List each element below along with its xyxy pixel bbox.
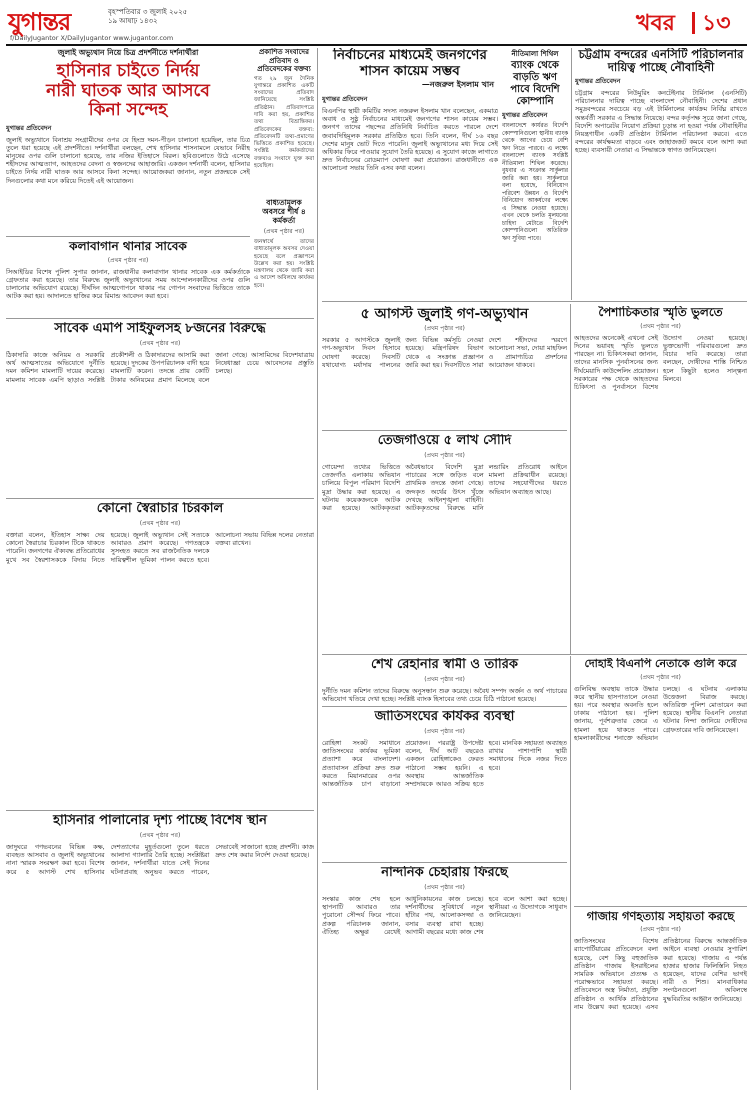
headline-line-2: নারী ঘাতক আর আসবে <box>46 80 210 101</box>
divider <box>6 318 314 319</box>
saiful-body: ঠিকাদারি কাজে অনিয়ম ও সরকারি অর্থ আত্মসাতের অভিযোগে দুর্নীতি দমন কমিশন মামলাটি দায়ের করেছে। মামলায় সাবেক এমপি ছাড়াও সংশ্লিষ্ট প্রকৌশলী ও ঠিকাদারদের আসামি করা হয়েছে। দুদকের উপপরিচালক বাদী হয়ে মামলাটি করেন। তদন্তে প্রায় কোটি টাকার অনিয়মের প্রমাণ মিলেছে বলে জানা গেছে। আসামিদের বিদেশযাত্রায় নিষেধাজ্ঞা চেয়ে আবেদনের প্রস্তুতি চলছে। <box>6 350 314 384</box>
memory-headline: পৈশাচিকতার স্মৃতি ভুলতে <box>598 306 723 319</box>
article-kicker: জুলাই অভ্যুথান নিয়ে চিত্র প্রদর্শনীতে দর্শনার্থীরা <box>57 48 199 57</box>
divider <box>322 706 567 707</box>
article-august-5[interactable] <box>322 306 567 428</box>
autocracy-headline: কোনো স্বৈরাচার চিরকাল <box>96 502 224 516</box>
august-5-body: সরকার ৫ আগস্টকে জুলাই গণ-অভ্যুথান দিবস হিসাবে ঘোষণা করেছে। দিবসটি যথাযোগ্য মর্যাদায় পালনের জন্য বিভিন্ন কর্মসূচি নেওয়া হয়েছে। মন্ত্রিপরিষদ বিভাগ থেকে এ সংক্রান্ত প্রজ্ঞাপন জারি করা হয়। দিবসটিতে সারা দেশে শহীদদের স্মরণে আলোচনা সভা, দোয়া মাহফিল ও প্রামাণ্যচিত্র প্রদর্শনের আয়োজন থাকবে। <box>322 336 567 369</box>
bank-kicker: নীতিমালা শিথিল <box>511 49 559 58</box>
bank-body: বাংলাদেশে কার্যরত বিদেশি কোম্পানিগুলো স্থানীয় ব্যাংক থেকে আগের চেয়ে বেশি ঋণ নিতে পারবে। এ লক্ষ্যে বাংলাদেশ ব্যাংক সংশ্লিষ্ট নীতিমালা শিথিল করেছে। বুধবার এ সংক্রান্ত সার্কুলার জারি করা হয়। সার্কুলারে বলা হয়েছে, বিনিয়োগ পরিবেশ উন্নয়ন ও বিদেশি বিনিয়োগ আকর্ষণের লক্ষ্যে এ সিদ্ধান্ত নেওয়া হয়েছে। এখন থেকে চলতি মূলধনের চাহিদা মেটাতে বিদেশি কোম্পানিগুলো অতিরিক্ত ঋণ সুবিধা পাবে। <box>502 123 568 242</box>
kalabagan-body: সিআইডির বিশেষ পুলিশ সুপার জানান, রাজধানীর কলাবাগান থানার সাবেক এক কর্মকর্তাকে গ্রেফতার করা হয়েছে। তার বিরুদ্ধে জুলাই অভ্যুথানের সময় আন্দোলনকারীদের ওপর গুলি চালানোর অভিযোগ রয়েছে। দীর্ঘদিন আত্মগোপনে থাকার পর গোপন সংবাদের ভিত্তিতে তাকে আটক করা হয়। আদালতে হাজির করে রিমান্ড আবেদন করা হবে। <box>6 267 250 301</box>
bnp-body: গুলিবিদ্ধ অবস্থায় তাকে উদ্ধার করে স্থানীয় হাসপাতালে নেওয়া হয়। পরে অবস্থার অবনতি হলে ঢাকায় পাঠানো হয়। পুলিশ জানায়, পূর্বশত্রুতার জেরে এ হামলা হয়ে থাকতে পারে। হামলাকারীদের শনাক্তে অভিযান চলছে। এ ঘটনায় এলাকায় উত্তেজনা বিরাজ করছে। অতিরিক্ত পুলিশ মোতায়েন করা হয়েছে। স্থানীয় বিএনপি নেতারা ঘটনার নিন্দা জানিয়ে দোষীদের গ্রেফতারের দাবি জানিয়েছেন। <box>574 684 747 742</box>
edition-date-gregorian: বৃহস্পতিবার ৩ জুলাই ২০২৫ <box>108 8 188 16</box>
continued-label: (প্রথম পৃষ্ঠার পর) <box>139 339 181 347</box>
continued-label: (প্রথম পৃষ্ঠার পর) <box>424 451 465 459</box>
chattogram-body: চট্টগ্রাম বন্দরের নিউমুরিং কনটেইনার টার্মিনাল (এনসিটি) পরিচালনার দায়িত্ব পাচ্ছে বাংলাদেশ নৌবাহিনী। দেশের প্রধান সমুদ্রবন্দরের সবচেয়ে বড় এই টার্মিনালের কার্যক্রম নির্বিঘ্ন রাখতে অন্তর্বর্তী সরকার এ সিদ্ধান্ত নিয়েছে। বন্দর কর্তৃপক্ষ সূত্রে জানা গেছে, বিদেশি অপারেটর নিয়োগ প্রক্রিয়া চূড়ান্ত না হওয়া পর্যন্ত নৌবাহিনীর নিয়ন্ত্রণাধীন একটি প্রতিষ্ঠান টার্মিনাল পরিচালনা করবে। এতে বন্দরের কার্যক্ষমতা বাড়বে এবং জাহাজজট কমবে বলে আশা করা হচ্ছে। ব্যবসায়ী নেতারা এ সিদ্ধান্তকে স্বাগত জানিয়েছেন। <box>575 89 747 155</box>
section-name: খবর <box>636 10 675 36</box>
continued-label: (প্রথম পৃষ্ঠার পর) <box>424 883 465 891</box>
edition-date-bangla: ১৯ আষাঢ় ১৪৩২ <box>108 17 158 25</box>
article-memory[interactable] <box>574 306 747 650</box>
masthead-rule <box>6 44 747 46</box>
column-rule <box>317 48 318 1090</box>
article-hasina[interactable] <box>6 48 250 233</box>
bank-headline: ব্যাংক থেকে বাড়তি ঋণ পাবে বিদেশি কোম্পানি <box>510 60 560 107</box>
note-body: গত ২৯ জুন দৈনিক যুগান্তরে প্রকাশিত একটি সংবাদের প্রতিবাদ জানিয়েছে সংশ্লিষ্ট প্রতিষ্ঠান। প্রতিবাদপত্রে দাবি করা হয়, প্রকাশিত তথ্য বিভ্রান্তিকর। প্রতিবেদকের বক্তব্য: প্রতিবেদনটি তথ্য-প্রমাণের ভিত্তিতে প্রকাশিত হয়েছে। সংশ্লিষ্ট কর্মকর্তাদের বক্তব্যও সংবাদে যুক্ত করা হয়েছিল। <box>254 75 314 170</box>
escape-headline: হাসিনার পালানোর দৃশ্য পাচ্ছে বিশেষ স্থান <box>53 814 267 828</box>
tejgaon-body: গোয়েন্দা তথ্যের ভিত্তিতে তেজগাঁও এলাকায় অভিযান চালিয়ে বিপুল পরিমাণ বিদেশি মুদ্রা উদ্ধার করা হয়েছে। এ ঘটনায় কয়েকজনকে আটক করা হয়েছে। আটককৃতরা অবৈধভাবে বিদেশি মুদ্রা পাচারের সঙ্গে জড়িত বলে প্রাথমিক তদন্তে জানা গেছে। জব্দকৃত অর্থের উৎস খুঁজে দেখছে আইনশৃঙ্খলা বাহিনী। আটককৃতদের বিরুদ্ধে মানি লন্ডারিং প্রতিরোধ আইনে মামলা প্রক্রিয়াধীন রয়েছে। তাদের সহযোগীদের ধরতে অভিযান অব্যাহত আছে। <box>322 462 567 512</box>
social-links[interactable]: f/DailyJugantor X/DailyJugantor www.jugantor.com <box>10 34 174 42</box>
election-headline-1: নির্বাচনের মাধ্যমেই জনগণের <box>333 48 487 63</box>
divider <box>6 236 250 237</box>
continued-label: (প্রথম পৃষ্ঠার পর) <box>139 831 181 839</box>
byline: যুগান্তর প্রতিবেদন <box>322 95 368 104</box>
continued-label: (প্রথম পৃষ্ঠার পর) <box>424 675 465 683</box>
continued-label: (প্রথম পৃষ্ঠার পর) <box>640 673 681 681</box>
article-chattogram[interactable] <box>575 48 747 298</box>
gaza-headline: গাজায় গণহত্যায় সহায়তা করছে <box>586 910 735 923</box>
election-body: বিএনপির স্থায়ী কমিটির সদস্য নজরুল ইসলাম খান বলেছেন, একমাত্র অবাধ ও সুষ্ঠু নির্বাচনের মাধ্যমেই জনগণের শাসন কায়েম সম্ভব। জনগণ তাদের পছন্দের প্রতিনিধি নির্বাচিত করতে পারলে দেশে জবাবদিহিমূলক সরকার প্রতিষ্ঠিত হবে। তিনি বলেন, দীর্ঘ ১৬ বছর দেশের মানুষ ভোট দিতে পারেনি। জুলাই অভ্যুথানের মধ্য দিয়ে সেই অধিকার ফিরে পাওয়ার সুযোগ তৈরি হয়েছে। এ সুযোগ কাজে লাগাতে দ্রুত নির্বাচনের রোডম্যাপ ঘোষণা করা প্রয়োজন। রাজধানীতে এক আলোচনা সভায় তিনি এসব কথা বলেন। <box>322 107 498 173</box>
continued-label: (প্রথম পৃষ্ঠার পর) <box>424 325 465 333</box>
article-kalabagan[interactable] <box>6 240 250 316</box>
retirement-headline: বাধ্যতামূলক অবসরে শীর্ষ ৪ কর্মকর্তা <box>262 198 306 225</box>
article-bank-loan[interactable] <box>502 48 568 298</box>
quote-author: —নজরুল ইসলাম খান <box>421 79 494 90</box>
article-gaza[interactable] <box>574 910 747 1090</box>
article-escape-scene[interactable] <box>6 814 314 1090</box>
column-rule <box>570 656 571 1090</box>
article-forced-retirement[interactable] <box>254 198 314 296</box>
election-headline-2: শাসন কায়েম সম্ভব <box>360 62 460 79</box>
divider <box>322 430 567 431</box>
aesthetic-body: সংস্কার কাজ শেষ হলে স্থাপনাটি আবারও তার পুরোনো সৌন্দর্য ফিরে পাবে। প্রকল্প পরিচালক জানান, ঐতিহ্য অক্ষুণ্ণ রেখেই আধুনিকায়নের কাজ চলছে। দর্শনার্থীদের সুবিধার্থে নতুন হাঁটার পথ, আলোকসজ্জা ও বসার ব্যবস্থা রাখা হচ্ছে। আগামী বছরের মধ্যে কাজ শেষ হবে বলে আশা করা হচ্ছে। স্থানীয়রা এ উদ্যোগকে সাধুবাদ জানিয়েছেন। <box>322 894 567 936</box>
un-headline: জাতিসংঘের কার্যকর ব্যবস্থা <box>374 710 515 724</box>
continued-label: (প্রথম পৃষ্ঠার পর) <box>640 322 681 330</box>
autocracy-body: বক্তারা বলেন, ইতিহাস সাক্ষ্য দেয় কোনো স্বৈরাচার চিরকাল টিকে থাকতে পারেনি। জনগণের ঐক্যবদ্ধ প্রতিরোধের মুখে সব স্বৈরশাসককে বিদায় নিতে হয়েছে। জুলাই অভ্যুথান সেই সত্যকে আবারও প্রমাণ করেছে। গণতন্ত্রকে সুসংহত করতে সব রাজনৈতিক দলকে দায়িত্বশীল ভূমিকা পালন করতে হবে। আলোচনা সভায় বিভিন্ন দলের নেতারা বক্তব্য রাখেন। <box>6 530 314 564</box>
continued-label: (প্রথম পৃষ্ঠার পর) <box>640 926 681 934</box>
article-protest-note[interactable] <box>254 48 314 196</box>
newspaper-page <box>6 4 747 1090</box>
gaza-body: জাতিসংঘের বিশেষ র‍্যাপোর্টিয়ারের প্রতিবেদনে বলা হয়েছে, বেশ কিছু বহুজাতিক প্রতিষ্ঠান গাজায় ইসরাইলের সামরিক অভিযানে প্রত্যক্ষ ও পরোক্ষভাবে সহায়তা করছে। প্রতিবেদনে অস্ত্র নির্মাতা, প্রযুক্তি প্রতিষ্ঠান ও আর্থিক প্রতিষ্ঠানের নাম উল্লেখ করা হয়েছে। এসব প্রতিষ্ঠানের বিরুদ্ধে আন্তর্জাতিক আইনে ব্যবস্থা নেওয়ার সুপারিশ করা হয়েছে। গাজায় এ পর্যন্ত হাজার হাজার ফিলিস্তিনি নিহত হয়েছেন, যাদের বেশির ভাগই নারী ও শিশু। মানবাধিকার সংগঠনগুলো অবিলম্বে যুদ্ধবিরতির আহ্বান জানিয়েছে। <box>574 937 747 1011</box>
article-aesthetic[interactable] <box>322 866 567 1090</box>
masthead-divider <box>692 12 695 34</box>
article-un[interactable] <box>322 710 567 860</box>
continued-label: (প্রথম পৃষ্ঠার পর) <box>424 727 465 735</box>
tejgaon-headline: তেজগাঁওয়ে ৫ লাখ সৌদি <box>377 434 512 448</box>
column-rule <box>571 48 572 300</box>
edition-date <box>108 8 187 26</box>
headline-line-3: কিনা সন্দেহ <box>88 100 168 121</box>
un-body: রোহিঙ্গা সংকট সমাধানে জাতিসংঘের কার্যকর ভূমিকা প্রত্যাশা করে বাংলাদেশ। প্রত্যাবাসন প্রক্রিয়া দ্রুত শুরু করতে মিয়ানমারের ওপর আন্তর্জাতিক চাপ বাড়ানো প্রয়োজন। পররাষ্ট্র উপদেষ্টা বলেন, দীর্ঘ আট বছরেও একজন রোহিঙ্গাকেও ফেরত পাঠানো সম্ভব হয়নি। এ অবস্থায় আন্তর্জাতিক সম্প্রদায়কে আরও সক্রিয় হতে হবে। মানবিক সহায়তা অব্যাহত রাখার পাশাপাশি স্থায়ী সমাধানের দিকে নজর দিতে হবে। <box>322 738 567 788</box>
article-bnp-leader-shot[interactable] <box>574 658 747 902</box>
article-autocracy[interactable] <box>6 502 314 620</box>
newspaper-logo[interactable]: যুগান্তর <box>8 7 71 36</box>
note-headline: প্রকাশিত সংবাদের প্রতিবাদ ও প্রতিবেদকের বক্তব্য <box>257 48 311 73</box>
article-body: জুলাই অভ্যুথানে বিনাশ্রয় সংগ্রামীদের ওপর যে হিংস্র দমন-পীড়ন চালানো হয়েছিল, তার চিত্র তুলে ধরা হয়েছে এই প্রদর্শনীতে। দর্শনার্থীরা বলছেন, শেখ হাসিনার শাসনামলে যেভাবে নিরীহ মানুষের ওপর গুলি চালানো হয়েছে, তার নজির ইতিহাসে বিরল। ছবিগুলোতে উঠে এসেছে শহীদদের আত্মত্যাগ, আহতদের বেদনা ও স্বজনদের আহাজারি। একজন দর্শনার্থী বলেন, হাসিনার চাইতে নির্দয় নারী ঘাতক আর আসবে কিনা সন্দেহ। আয়োজকরা জানান, নতুন প্রজন্মকে সেই দিনগুলোর কথা মনে করিয়ে দিতেই এই আয়োজন। <box>6 135 250 185</box>
headline-line-1: হাসিনার চাইতে নির্দয় <box>56 61 200 81</box>
article-saiful[interactable] <box>6 322 314 434</box>
continued-label: (প্রথম পৃষ্ঠার পর) <box>107 256 149 264</box>
divider <box>574 906 747 907</box>
divider <box>322 862 567 863</box>
article-election[interactable] <box>322 48 498 298</box>
retirement-body: জনস্বার্থে তাদের বাধ্যতামূলক অবসর দেওয়া হয়েছে বলে প্রজ্ঞাপনে উল্লেখ করা হয়। সংশ্লিষ্ট মন্ত্রণালয় থেকে জারি করা এ আদেশ অবিলম্বে কার্যকর হবে। <box>254 239 314 289</box>
byline: যুগান্তর প্রতিবেদন <box>6 123 52 132</box>
kalabagan-headline: কলাবাগান থানার সাবেক <box>69 240 187 253</box>
column-rule <box>570 304 571 654</box>
page-number: ১৩ <box>702 10 731 36</box>
continued-label: (প্রথম পৃষ্ঠার পর) <box>263 228 305 235</box>
byline: যুগান্তর প্রতিবেদন <box>575 77 621 85</box>
saiful-headline: সাবেক এমপি সাইফুলসহ ৮জনের বিরুদ্ধে <box>54 322 266 336</box>
aesthetic-headline: নান্দনিক চেহারায় ফিরছে <box>381 866 508 880</box>
divider <box>322 654 747 655</box>
memory-body: আহতদের অনেকেই এখনো সেই দিনের ভয়াবহ স্মৃতি ভুলতে পারছেন না। চিকিৎসকরা জানান, তাদের মানসিক পুনর্বাসনের জন্য দীর্ঘমেয়াদি কাউন্সেলিং প্রয়োজন। সরকারের পক্ষ থেকে আহতদের চিকিৎসা ও পুনর্বাসনে বিশেষ উদ্যোগ নেওয়া হয়েছে। ভুক্তভোগী পরিবারগুলো দ্রুত বিচার দাবি করেছে। তারা বলছেন, দোষীদের শাস্তি নিশ্চিত হলে কিছুটা হলেও সান্ত্বনা মিলবে। <box>574 333 747 392</box>
rehana-headline: শেখ রেহানার স্বামী ও তারিক <box>371 658 518 672</box>
article-tejgaon[interactable] <box>322 434 567 652</box>
rehana-body: দুর্নীতি দমন কমিশন তাদের বিরুদ্ধে অনুসন্ধান শুরু করেছে। অবৈধ সম্পদ অর্জন ও অর্থ পাচারের অভিযোগ খতিয়ে দেখা হচ্ছে। সংশ্লিষ্ট ব্যাংক হিসাবের তথ্য চেয়ে চিঠি পাঠানো হয়েছে। <box>322 686 567 704</box>
bnp-headline: দোহাই বিএনপি নেতাকে গুলি করে <box>584 658 737 670</box>
byline: যুগান্তর প্রতিবেদন <box>502 111 548 119</box>
divider <box>6 810 314 811</box>
divider <box>6 498 314 499</box>
masthead <box>6 4 747 44</box>
divider <box>322 301 747 302</box>
chattogram-headline: চট্টগ্রাম বন্দরের এনসিটি পরিচালনার দায়িত্ব পাচ্ছে নৌবাহিনী <box>578 48 744 74</box>
continued-label: (প্রথম পৃষ্ঠার পর) <box>139 519 181 527</box>
escape-body: জাদুঘরে গণভবনের বিভিন্ন কক্ষ, ব্যবহৃত আসবাব ও জুলাই অভ্যুথানের নানা স্মারক সংরক্ষণ করা হবে। বিশেষ করে ৫ আগস্ট শেখ হাসিনার দেশত্যাগের মুহূর্তগুলো তুলে ধরতে আলাদা গ্যালারি তৈরি হচ্ছে। সংশ্লিষ্টরা জানান, দর্শনার্থীরা যাতে সেই দিনের ঘটনাপ্রবাহ অনুভব করতে পারেন, সেভাবেই সাজানো হচ্ছে প্রদর্শনী। কাজ দ্রুত শেষ করার নির্দেশ দেওয়া হয়েছে। <box>6 842 314 876</box>
article-sheikh-rehana[interactable] <box>322 658 567 704</box>
august-5-headline: ৫ আগস্ট জুলাই গণ-অভ্যুথান <box>360 306 529 322</box>
